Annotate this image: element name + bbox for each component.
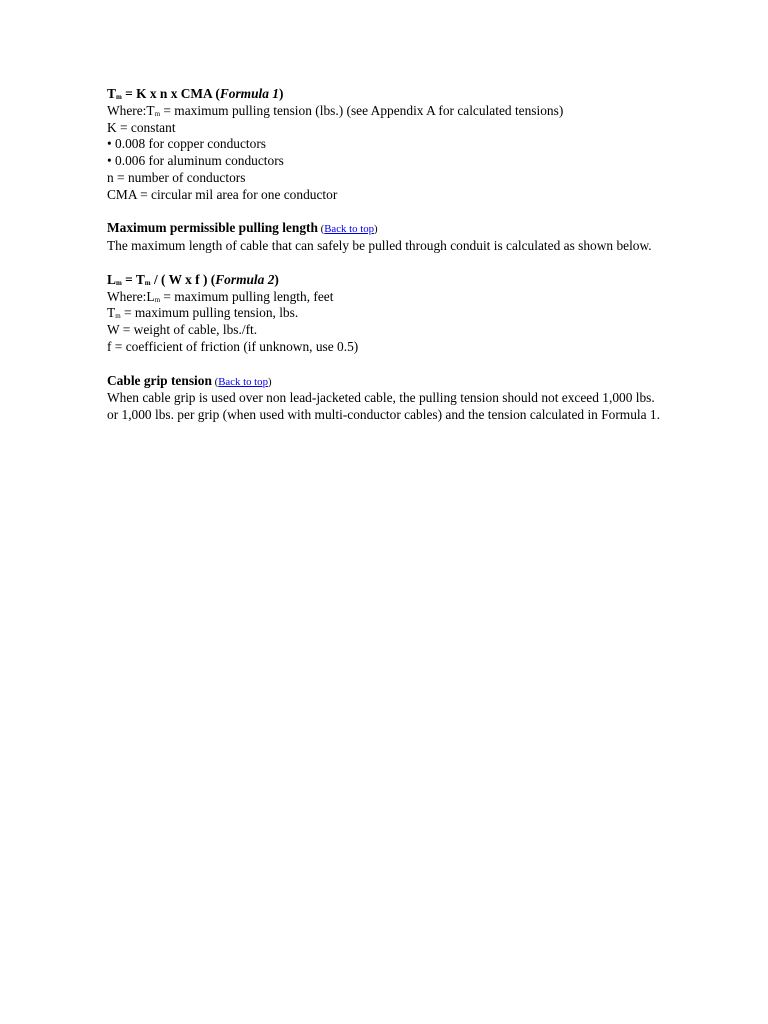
pulling-length-title: Maximum permissible pulling length bbox=[107, 220, 318, 236]
k-definition: K = constant bbox=[107, 119, 176, 135]
formula-2-where bbox=[107, 289, 667, 306]
formula-2-equals: = T bbox=[121, 271, 145, 287]
spacer bbox=[107, 255, 667, 272]
formula-2-expression: / ( W x f ) ( bbox=[150, 271, 216, 287]
tm-text: = maximum pulling tension, lbs. bbox=[120, 305, 299, 321]
where-1-text: = maximum pulling tension (lbs.) (see Appendix A for calculated tensions) bbox=[160, 102, 564, 118]
paren-close: ) bbox=[267, 375, 272, 388]
grip-tension-description: When cable grip is used over non lead-jacketed cable, the pulling tension should not exceed 1,000 lbs. or 1,000 lbs. per grip (when used with multi-conductor cables) and the tension calculated in Formula 1. bbox=[107, 390, 660, 423]
section-grip-tension-heading bbox=[107, 373, 667, 391]
grip-tension-title: Cable grip tension bbox=[107, 372, 212, 388]
formula-1-close: ) bbox=[278, 86, 284, 101]
cma-definition: CMA = circular mil area for one conductor bbox=[107, 186, 338, 202]
tm-definition bbox=[107, 305, 667, 322]
paren-open: ( bbox=[211, 375, 219, 388]
formula-1-name: Formula 1 bbox=[219, 86, 279, 101]
tm-prefix: T bbox=[107, 305, 116, 321]
back-to-top-link[interactable]: Back to top bbox=[218, 375, 268, 388]
where-1-prefix: Where:T bbox=[107, 102, 155, 118]
formula-1-symbol: T bbox=[107, 86, 116, 101]
document-body bbox=[107, 86, 667, 424]
where-1-subscript: m bbox=[154, 109, 161, 118]
back-to-top-link[interactable]: Back to top bbox=[324, 223, 375, 236]
aluminum-constant: • 0.006 for aluminum conductors bbox=[107, 153, 284, 169]
spacer bbox=[107, 356, 667, 373]
formula-2-symbol: L bbox=[107, 271, 116, 287]
formula-1-subscript: m bbox=[115, 93, 122, 101]
where-2-text: = maximum pulling length, feet bbox=[160, 288, 334, 304]
section-pulling-length-heading bbox=[107, 220, 667, 238]
formula-2-l-subscript: m bbox=[115, 278, 122, 287]
spacer bbox=[107, 204, 667, 221]
where-2-prefix: Where:L bbox=[107, 288, 155, 304]
formula-1 bbox=[107, 86, 667, 103]
copper-constant: • 0.008 for copper conductors bbox=[107, 136, 267, 152]
f-definition: f = coefficient of friction (if unknown, use 0.5) bbox=[107, 338, 359, 354]
where-2-subscript: m bbox=[154, 295, 161, 304]
formula-2-close: ) bbox=[274, 271, 279, 287]
tm-subscript: m bbox=[115, 312, 121, 321]
formula-1-expression: = K x n x CMA ( bbox=[121, 86, 220, 101]
pulling-length-description: The maximum length of cable that can safely be pulled through conduit is calculated as shown below. bbox=[107, 238, 652, 254]
paren-open: ( bbox=[317, 223, 325, 236]
formula-2 bbox=[107, 272, 667, 289]
formula-2-t-subscript: m bbox=[144, 278, 151, 287]
n-definition: n = number of conductors bbox=[107, 169, 246, 185]
formula-2-name: Formula 2 bbox=[215, 271, 275, 287]
paren-close: ) bbox=[374, 223, 378, 236]
w-definition: W = weight of cable, lbs./ft. bbox=[107, 322, 258, 338]
formula-1-where bbox=[107, 103, 667, 120]
